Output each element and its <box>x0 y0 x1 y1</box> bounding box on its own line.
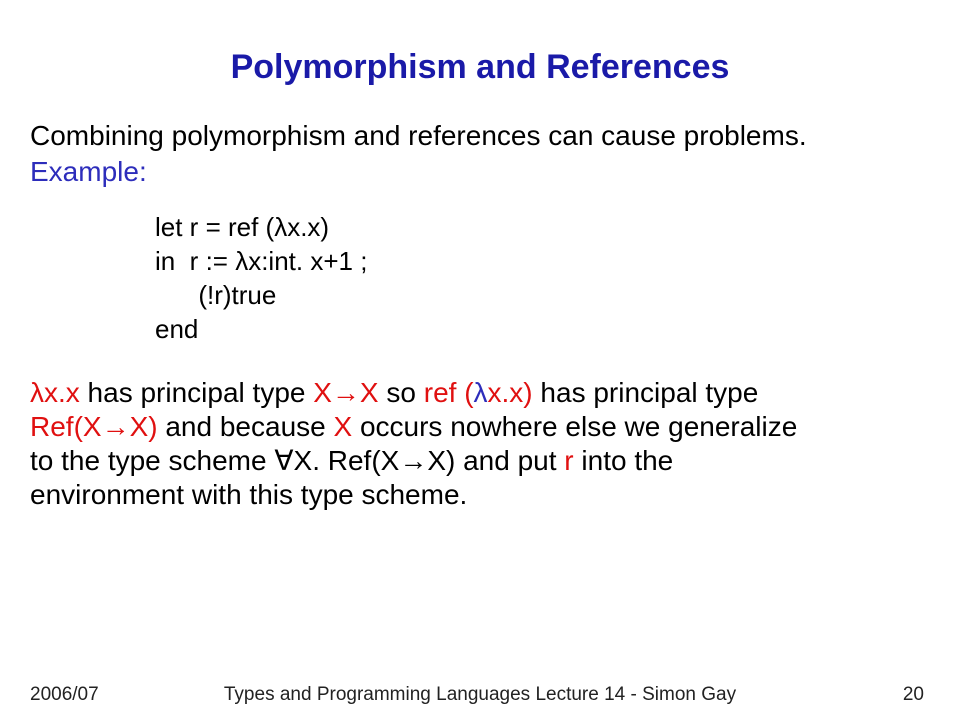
para-text: has principal type <box>532 377 759 408</box>
para-line-2 <box>30 410 935 444</box>
ref-term: ref ( <box>423 377 474 408</box>
intro-text <box>30 118 807 190</box>
code-line-3: (!r)true <box>155 280 277 310</box>
code-line-1: let r = ref (λx.x) <box>155 212 330 242</box>
code-line-2: in r := λx:int. x+1 ; <box>155 246 368 276</box>
intro-line-1: Combining polymorphism and references can cause problems. <box>30 120 807 151</box>
type-var-x: X <box>333 411 353 442</box>
code-block <box>155 210 367 346</box>
ref-term-end: x.x) <box>487 377 533 408</box>
lambda-symbol: λ <box>473 377 488 408</box>
para-text: has principal type <box>79 377 314 408</box>
footer-page-number: 20 <box>902 684 924 705</box>
para-line-3 <box>30 444 935 478</box>
para-text: occurs nowhere else we generalize <box>352 411 798 442</box>
para-text: to the type scheme ∀X. Ref(X→X) and put <box>30 445 565 476</box>
lambda-term: λx.x <box>30 377 80 408</box>
slide-title: Polymorphism and References <box>230 48 730 86</box>
example-label: Example: <box>30 156 147 187</box>
code-line-4: end <box>155 314 199 344</box>
type-x-to-x: X→X <box>313 377 379 408</box>
footer-course: Types and Programming Languages Lecture 14 - Simon Gay <box>223 684 737 705</box>
explanation-paragraph <box>30 376 935 512</box>
var-r: r <box>564 445 574 476</box>
footer-date: 2006/07 <box>30 684 99 705</box>
para-text: so <box>378 377 424 408</box>
para-line-1 <box>30 376 935 410</box>
para-line-4: environment with this type scheme. <box>30 479 468 510</box>
para-text: and because <box>157 411 334 442</box>
ref-type: Ref(X→X) <box>30 411 158 442</box>
para-text: into the <box>573 445 674 476</box>
